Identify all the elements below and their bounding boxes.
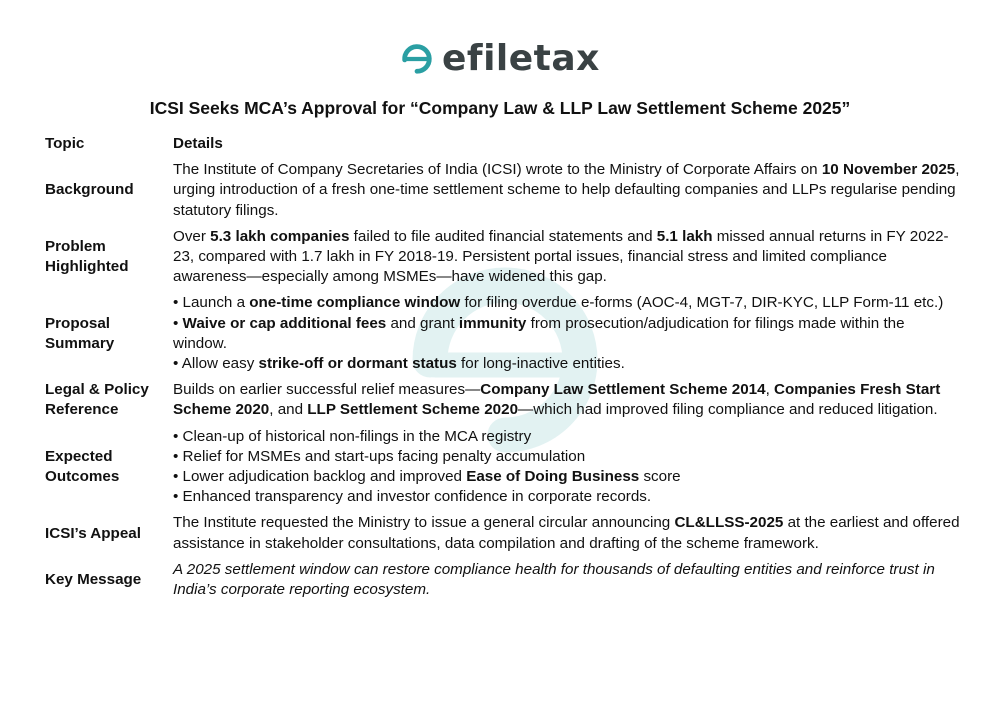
row-topic: Problem Highlighted [45,237,129,276]
text-segment: for long-inactive entities. [456,355,625,373]
text-segment: failed to file audited financial statements and [349,227,657,245]
row-details [168,557,965,603]
text-segment: Builds on earlier successful relief measures— [173,381,481,399]
bullet-item [173,427,960,447]
table-row [40,157,965,224]
table-row [40,424,965,511]
table-row [40,510,965,556]
bullet-item [173,293,960,313]
text-segment: from prosecution/adjudication for filings made within the window. [173,314,905,352]
bold-text: 5.1 lakh [656,227,713,245]
row-details [168,290,965,377]
column-header-details: Details [173,135,223,152]
document-title: ICSI Seeks MCA’s Approval for “Company Law & LLP Law Settlement Scheme 2025” [149,98,851,118]
text-segment: Over [173,227,211,245]
row-details [168,224,965,291]
bullet-item [173,467,960,487]
brand-logo [398,36,600,80]
text-segment: • Enhanced transparency and investor confidence in corporate records. [173,488,652,506]
row-details [168,510,965,556]
table-header-row [40,131,965,157]
bullet-item [173,487,960,507]
table-row [40,377,965,423]
bold-text: Ease of Doing Business [466,468,640,486]
text-segment: • Relief for MSMEs and start-ups facing penalty accumulation [173,447,586,465]
text-segment: —which had improved filing compliance and reduced litigation. [518,401,938,419]
bold-text: Companies Fresh Start Scheme 2020 [173,381,941,419]
table-row [40,290,965,377]
row-topic: ICSI’s Appeal [45,524,141,542]
text-segment: • Lower adjudication backlog and improved [173,468,467,486]
row-details [168,377,965,423]
bullet-item [173,447,960,467]
bold-text: 10 November 2025 [821,161,956,179]
text-segment: at the earliest and offered assistance in stakeholder consultations, data compilation and drafting of the scheme framework. [173,514,960,552]
text-segment: • Allow easy [173,355,259,373]
text-segment: • Launch a [173,294,250,312]
bullet-item [173,314,960,354]
text-segment: and grant [386,314,459,332]
text-segment: • Clean-up of historical non-filings in the MCA registry [173,427,532,445]
column-header-topic: Topic [45,135,85,152]
bold-text: immunity [458,314,527,332]
row-details [168,424,965,511]
row-topic: Legal & Policy Reference [45,381,149,419]
row-topic: Key Message [45,570,142,588]
bold-text: CL&LLSS-2025 [674,514,784,532]
bold-text: one-time compliance window [249,294,461,312]
row-topic: Expected Outcomes [45,447,120,486]
text-segment: score [639,468,681,486]
row-topic: Proposal Summary [45,314,115,352]
text-segment: , urging introduction of a fresh one-time settlement scheme to help defaulting companies and LLPs regularise pending statutory filings. [173,161,960,219]
table-row [40,557,965,603]
bold-text: Company Law Settlement Scheme 2014 [480,381,766,399]
row-topic: Background [45,181,134,199]
bold-text: strike-off or dormant status [258,355,457,373]
brand-name: efiletax [442,37,600,79]
text-segment: , [765,381,775,399]
row-details [168,157,965,224]
text-segment: • [173,314,183,332]
bold-text: 5.3 lakh companies [210,227,350,245]
text-segment: for filing overdue e-forms (AOC-4, MGT-7, DIR-KYC, LLP Form-11 etc.) [460,294,944,312]
text-segment: A 2025 settlement window can restore compliance health for thousands of defaulting entities and reinforce trust in India’s corporate reporting ecosystem. [173,560,935,599]
bold-text: LLP Settlement Scheme 2020 [307,401,519,419]
text-segment: , and [269,401,308,419]
efiletax-logo-icon [398,39,436,77]
bold-text: Waive or cap additional fees [182,314,387,332]
info-table [40,131,965,603]
text-segment: The Institute requested the Ministry to issue a general circular announcing [173,514,675,532]
bullet-item [173,354,960,374]
table-row [40,224,965,291]
text-segment: missed annual returns in FY 2022-23, compared with 1.7 lakh in FY 2018-19. Persistent portal issues, financial stress and limited compliance awareness—especially among MSMEs—have widened this gap. [173,227,949,286]
text-segment: The Institute of Company Secretaries of India (ICSI) wrote to the Ministry of Corporate Affairs on [173,161,822,179]
